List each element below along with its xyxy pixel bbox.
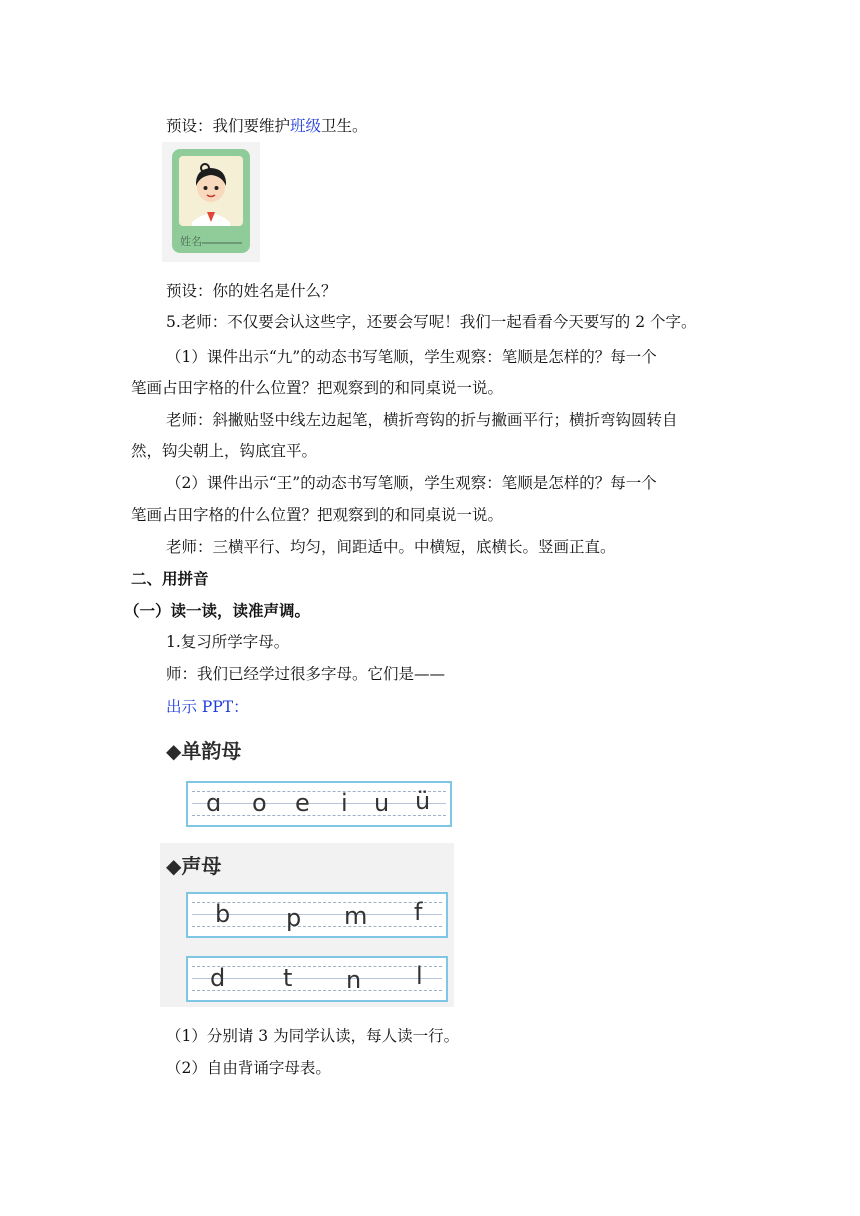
boy-portrait-illustration (162, 142, 260, 262)
text-line-7: 老师：三横平行、均匀，间距适中。中横短，底横长。竖画正直。 (166, 538, 616, 556)
card-name-label: 姓名 (180, 235, 202, 248)
text-line-4a: （1）课件出示“九”的动态书写笔顺，学生观察：笔顺是怎样的？每一个 (166, 348, 657, 366)
initial-letter: b (215, 900, 231, 928)
guide-line (192, 990, 442, 991)
text-line-9: 师：我们已经学过很多字母。它们是—— (166, 665, 446, 683)
text-line-6b: 笔画占田字格的什么位置？把观察到的和同桌说一说。 (131, 506, 504, 524)
text-segment: 卫生。 (321, 117, 368, 135)
text-line-2: 预设：你的姓名是什么？ (166, 282, 337, 300)
guide-line (192, 803, 446, 804)
initial-letter: l (416, 962, 423, 990)
guide-line (192, 978, 442, 979)
name-card-image (162, 142, 260, 262)
text-segment: 预设：我们要维护 (166, 117, 291, 135)
guide-line (192, 791, 446, 792)
slide-title-vowels: ◆单韵母 (166, 739, 242, 763)
text-line-12: （2）自由背诵字母表。 (166, 1059, 331, 1077)
initial-letter: d (210, 964, 226, 992)
vowels-writing-box (186, 781, 452, 827)
vowel-letter: i (341, 789, 348, 817)
vowel-letter: u (374, 789, 390, 817)
text-line-10: 出示 PPT： (166, 698, 249, 716)
text-line-8: 1.复习所学字母。 (166, 633, 290, 651)
initial-letter: m (344, 902, 368, 930)
vowel-letter: o (252, 789, 267, 817)
initial-letter: f (414, 898, 423, 926)
subsection-heading: （一）读一读，读准声调。 (124, 601, 311, 620)
text-line-11: （1）分别请 3 为同学认读，每人读一行。 (166, 1027, 460, 1045)
vowel-letter: ü (415, 787, 431, 815)
text-line-5b: 然，钩尖朝上，钩底宜平。 (131, 442, 318, 460)
section-heading: 二、用拼音 (131, 569, 209, 588)
text-line-6a: （2）课件出示“王”的动态书写笔顺，学生观察：笔顺是怎样的？每一个 (166, 474, 657, 492)
text-line-3: 5.老师：不仅要会认这些字，还要会写呢！我们一起看看今天要写的 2 个字。 (166, 313, 697, 331)
vowel-letter: e (295, 789, 310, 817)
guide-line (192, 815, 446, 816)
initial-letter: t (283, 964, 293, 992)
initials-writing-box-2 (186, 956, 448, 1002)
initials-writing-box-1 (186, 892, 448, 938)
slide-title-initials: ◆声母 (166, 854, 222, 878)
highlighted-word: 班级 (290, 117, 322, 135)
initial-letter: n (346, 966, 362, 994)
text-line-5a: 老师：斜撇贴竖中线左边起笔，横折弯钩的折与撇画平行；横折弯钩圆转自 (166, 411, 678, 429)
vowel-letter: ɑ (206, 789, 222, 817)
text-line-1 (166, 116, 368, 136)
initial-letter: p (286, 904, 302, 932)
guide-line (192, 966, 442, 967)
text-line-4b: 笔画占田字格的什么位置？把观察到的和同桌说一说。 (131, 379, 504, 397)
